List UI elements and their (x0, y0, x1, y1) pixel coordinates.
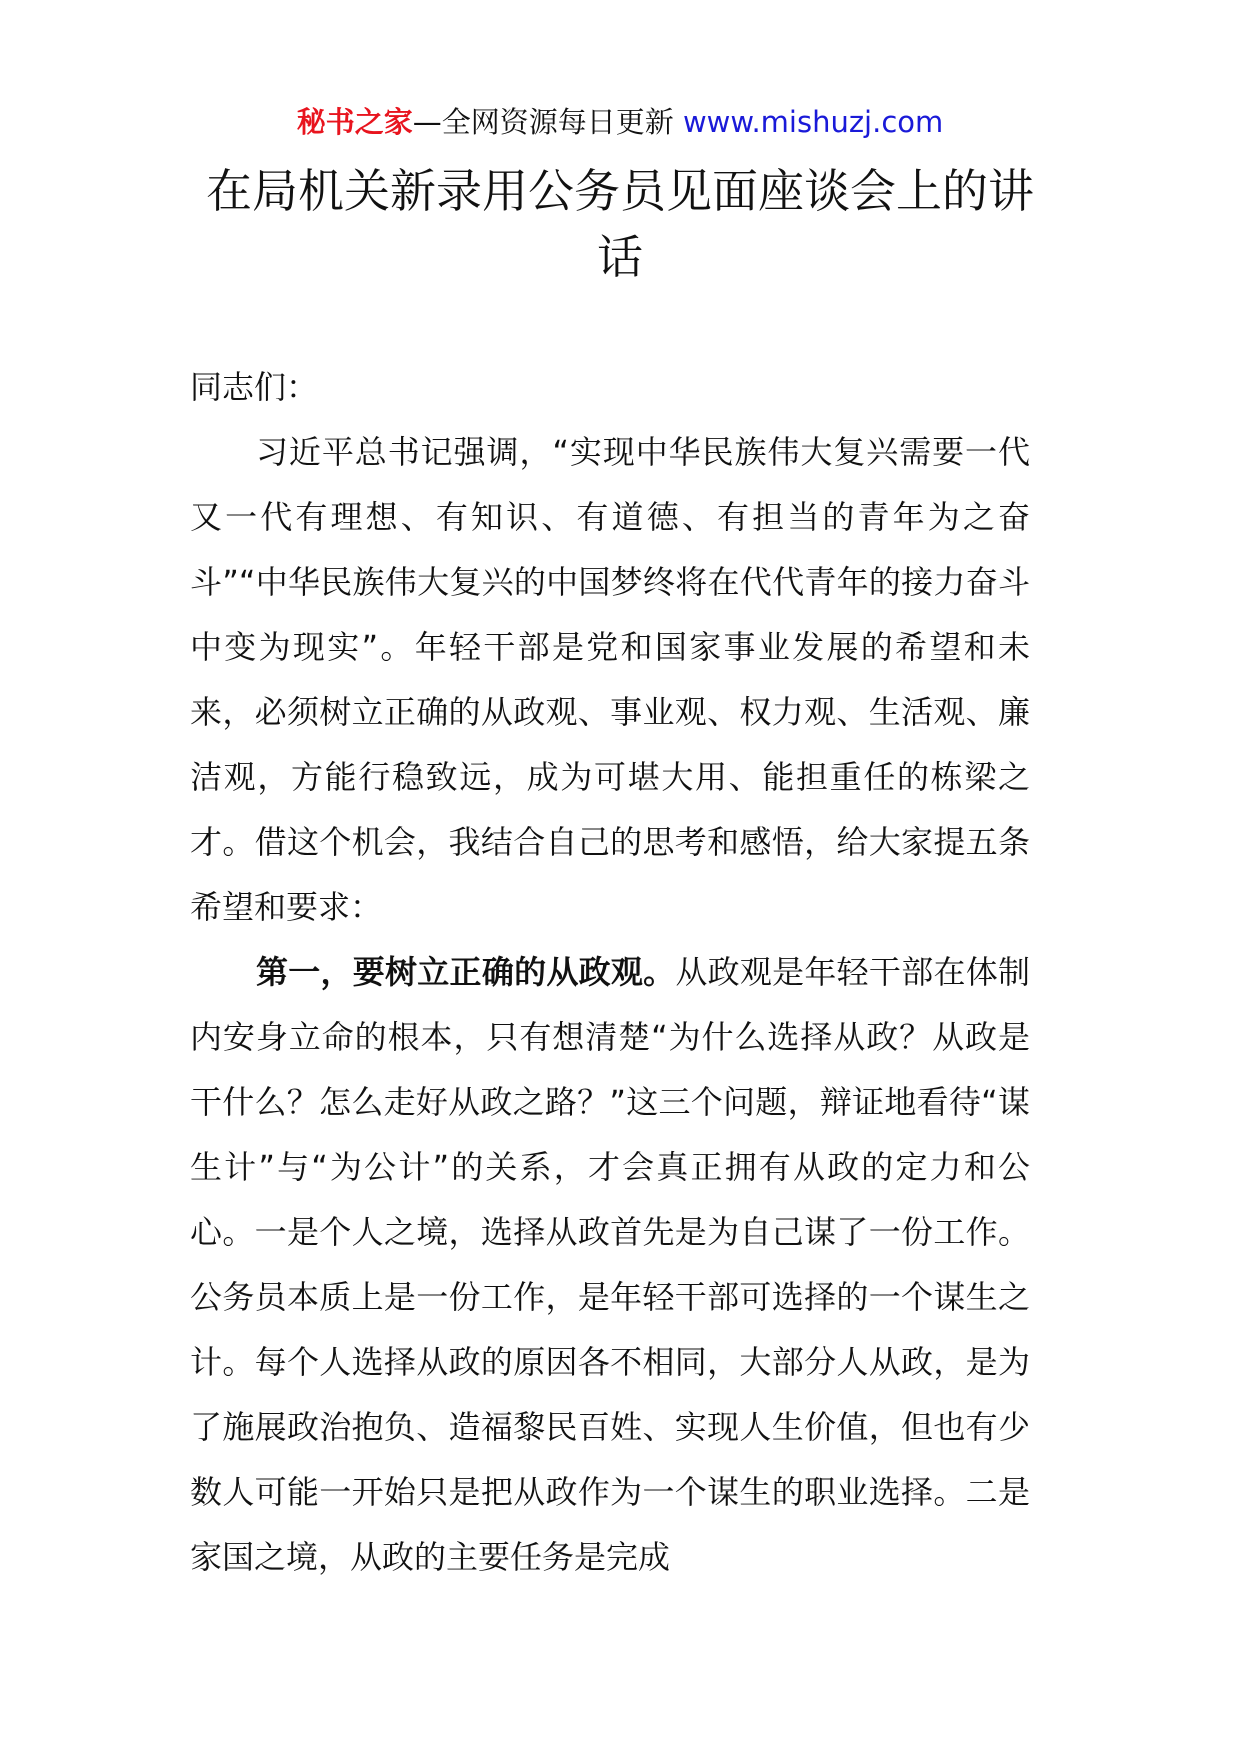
salutation: 同志们： (190, 368, 319, 406)
point-body: 从政观是年轻干部在体制内安身立命的根本，只有想清楚“为什么选择从政？从政是干什么？怎么走好从政之路？”这三个问题，辩证地看待“谋生计”与“为公计”的关系，才会真正拥有从政的定力和公心。一是个人之境，选择从政首先是为自己谋了一份工作。公务员本质上是一份工作，是年轻干部可选择的一个谋生之计。每个人选择从政的原因各不相同，大部分人从政，是为了施展政治抱负、造福黎民百姓、实现人生价值，但也有少数人可能一开始只是把从政作为一个谋生的职业选择。二是家国之境，从政的主要任务是完成 (190, 953, 1030, 1576)
brand-name: 秘书之家 (296, 105, 413, 139)
paragraph-first-point (190, 940, 1030, 1590)
document-body (190, 355, 1030, 1590)
paragraph-intro: 习近平总书记强调，“实现中华民族伟大复兴需要一代又一代有理想、有知识、有道德、有担当的青年为之奋斗”“中华民族伟大复兴的中国梦终将在代代青年的接力奋斗中变为现实”。年轻干部是党和国家事业发展的希望和未来，必须树立正确的从政观、事业观、权力观、生活观、廉洁观，方能行稳致远，成为可堪大用、能担重任的栋梁之才。借这个机会，我结合自己的思考和感悟，给大家提五条希望和要求： (190, 433, 1030, 926)
document-title: 在局机关新录用公务员见面座谈会上的讲话 (206, 164, 1034, 284)
site-header (0, 100, 1240, 144)
header-tagline: —全网资源每日更新 (412, 105, 683, 139)
site-url-link[interactable]: www.mishuzj.com (682, 105, 944, 139)
point-heading: 第一，要树立正确的从政观。 (256, 953, 676, 991)
